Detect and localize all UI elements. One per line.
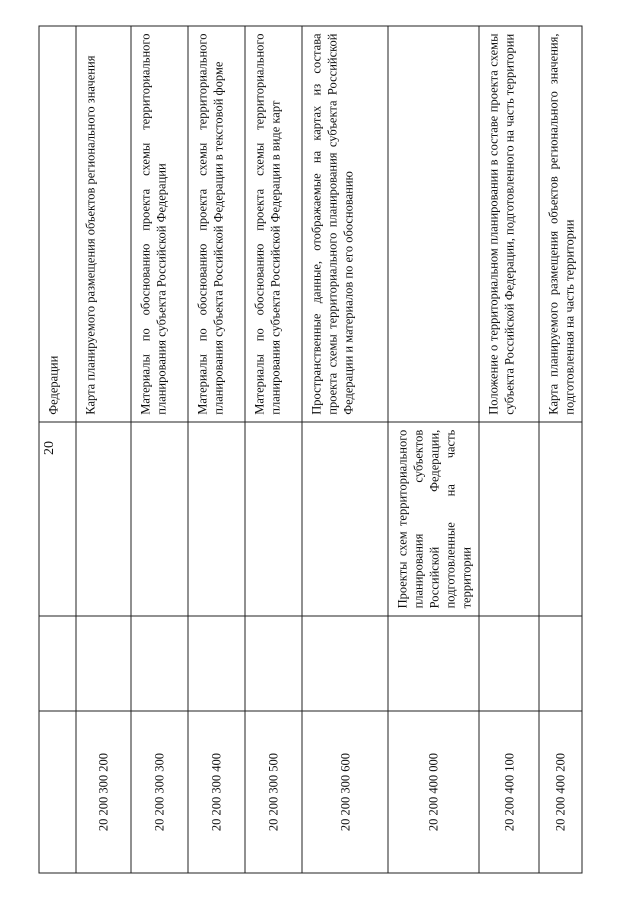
table-row (131, 26, 188, 873)
cell-blank (245, 616, 302, 711)
cell-blank (302, 616, 388, 711)
cell-group (76, 422, 131, 616)
table-row (76, 26, 131, 873)
table-row (539, 26, 582, 873)
cell-blank (131, 616, 188, 711)
cell-name: Материалы по обоснованию проекта схемы территориального планирования субъекта Российской Федерации в текстовой форме (188, 26, 245, 422)
cell-name-header: Федерации (39, 26, 76, 422)
cell-code: 20 200 300 400 (188, 711, 245, 873)
cell-code: 20 200 300 600 (302, 711, 388, 873)
cell-blank (188, 616, 245, 711)
cell-name: Материалы по обоснованию проекта схемы территориального планирования субъекта Российской Федерации в виде карт (245, 26, 302, 422)
classifier-table (39, 26, 583, 874)
cell-name (388, 26, 479, 422)
rotated-table-container (39, 26, 577, 874)
table-row-header (39, 26, 76, 873)
cell-blank (388, 616, 479, 711)
table-row (479, 26, 539, 873)
cell-group (539, 422, 582, 616)
cell-code: 20 200 300 200 (76, 711, 131, 873)
cell-group (188, 422, 245, 616)
cell-blank-empty (39, 616, 76, 711)
table-row (302, 26, 388, 873)
cell-blank (539, 616, 582, 711)
page-number: 20 (42, 441, 57, 455)
cell-name: Материалы по обоснованию проекта схемы территориального планирования субъекта Российской Федерации (131, 26, 188, 422)
cell-code: 20 200 300 300 (131, 711, 188, 873)
cell-group: Проекты схем территориального планирования субъектов Российской Федерации, подготовленные на часть территории (388, 422, 479, 616)
cell-code: 20 200 400 100 (479, 711, 539, 873)
table-row (188, 26, 245, 873)
cell-name: Карта планируемого размещения объектов регионального значения (76, 26, 131, 422)
cell-group (479, 422, 539, 616)
cell-group (245, 422, 302, 616)
cell-group (302, 422, 388, 616)
cell-code-empty (39, 711, 76, 873)
table-row (245, 26, 302, 873)
cell-group-empty (39, 422, 76, 616)
table-row (388, 26, 479, 873)
cell-name: Пространственные данные, отображаемые на картах из состава проекта схемы территориального планирования субъекта Российской Федерации и материалов по его обоснованию (302, 26, 388, 422)
cell-blank (76, 616, 131, 711)
cell-name: Положение о территориальном планировании в составе проекта схемы субъекта Российской Федерации, подготовленного на часть территории (479, 26, 539, 422)
cell-name: Карта планируемого размещения объектов регионального значения, подготовленная на часть территории (539, 26, 582, 422)
cell-code: 20 200 400 200 (539, 711, 582, 873)
cell-blank (479, 616, 539, 711)
cell-group (131, 422, 188, 616)
cell-code: 20 200 300 500 (245, 711, 302, 873)
cell-code: 20 200 400 000 (388, 711, 479, 873)
